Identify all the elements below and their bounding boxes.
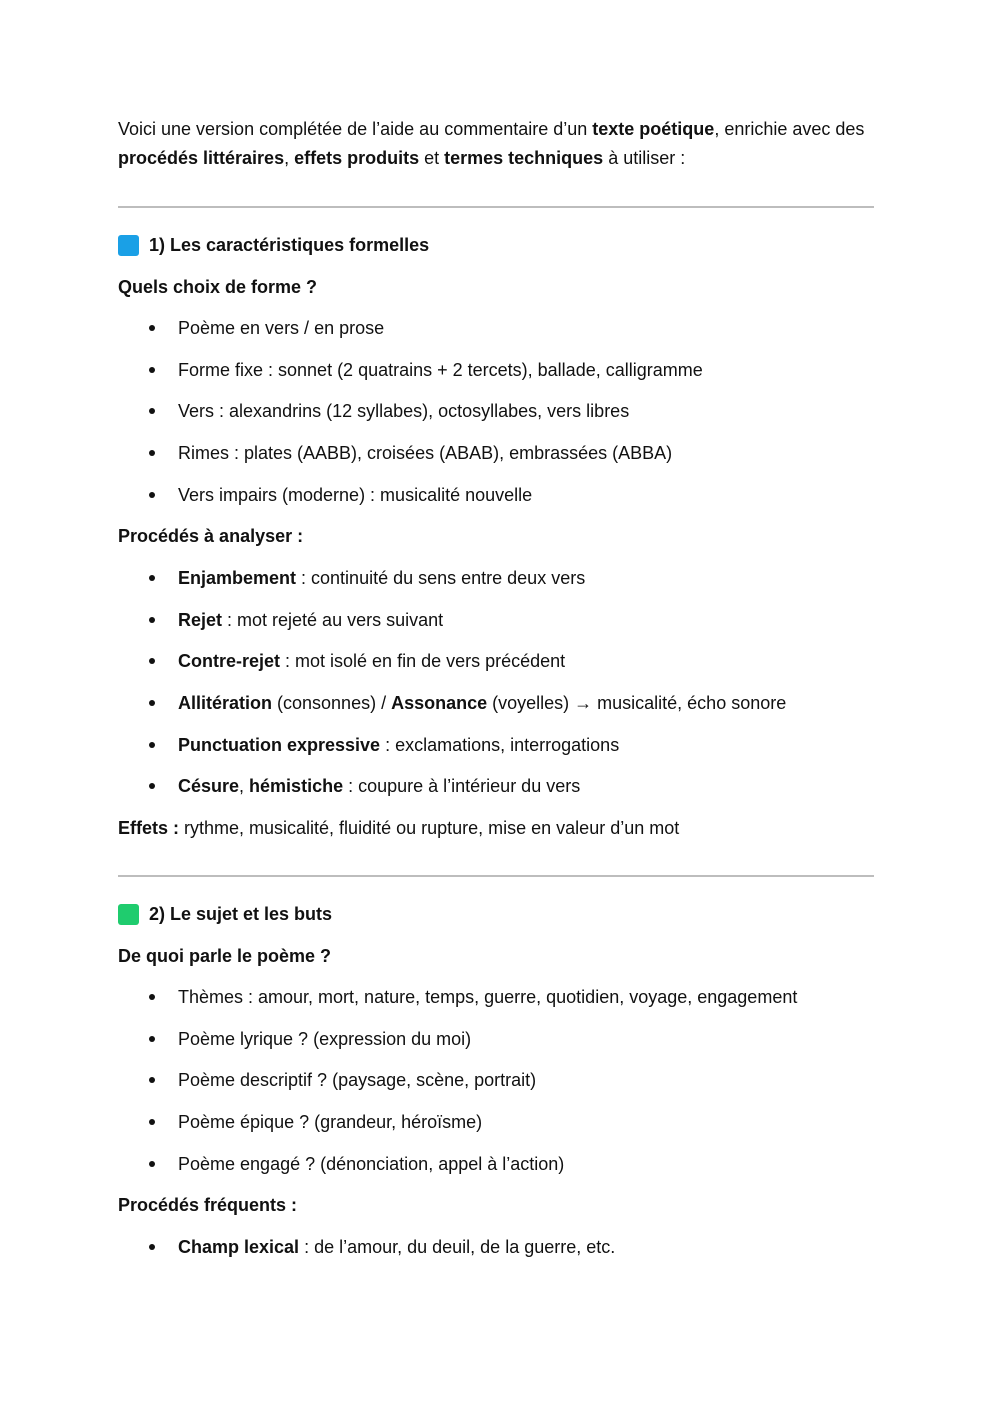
bullet-icon bbox=[149, 994, 155, 1000]
definition: : coupure à l’intérieur du vers bbox=[343, 776, 581, 797]
divider bbox=[118, 875, 874, 877]
list-item-text: Poème descriptif ? (paysage, scène, portrait) bbox=[178, 1070, 537, 1091]
intro-bold-term: termes techniques bbox=[444, 148, 604, 168]
list-item-text: Vers impairs (moderne) : musicalité nouvelle bbox=[178, 484, 533, 505]
bullet-icon bbox=[149, 492, 155, 498]
term: Enjambement bbox=[178, 568, 297, 588]
list-item bbox=[118, 566, 874, 608]
list-item bbox=[118, 985, 874, 1027]
list-item bbox=[118, 1110, 874, 1152]
list-item bbox=[118, 733, 874, 775]
list-item bbox=[118, 1068, 874, 1110]
subject-list bbox=[118, 985, 874, 1193]
intro-text: à utiliser : bbox=[603, 148, 686, 168]
bullet-icon bbox=[149, 325, 155, 331]
bullet-icon bbox=[149, 1036, 155, 1042]
bullet-icon bbox=[149, 367, 155, 373]
list-item bbox=[118, 441, 874, 483]
green-square-icon bbox=[118, 904, 139, 925]
effects-label: Effets : bbox=[118, 818, 180, 838]
intro-text: , enrichie avec des bbox=[714, 119, 865, 139]
list-item-text: Poème en vers / en prose bbox=[178, 318, 385, 338]
list-item-text: Vers : alexandrins (12 syllabes), octosyllabes, vers libres bbox=[178, 401, 630, 422]
list-item bbox=[118, 691, 874, 733]
intro-text: Voici une version complétée de l’aide au commentaire d’un bbox=[118, 119, 593, 139]
list-item-text: Thèmes : amour, mort, nature, temps, guerre, quotidien, voyage, engagement bbox=[178, 987, 798, 1007]
list-item bbox=[118, 649, 874, 691]
term: Contre-rejet bbox=[178, 651, 281, 672]
definition: , bbox=[239, 776, 250, 797]
term: Césure bbox=[178, 776, 240, 797]
bullet-icon bbox=[149, 700, 155, 706]
list-item bbox=[118, 1027, 874, 1069]
intro-bold-term: texte poétique bbox=[592, 119, 715, 139]
effects-text: rythme, musicalité, fluidité ou rupture, mise en valeur d’un mot bbox=[179, 818, 680, 838]
bullet-icon bbox=[149, 1077, 155, 1083]
bullet-icon bbox=[149, 658, 155, 664]
list-item bbox=[118, 483, 874, 525]
term: Assonance bbox=[391, 693, 488, 714]
list-item-text: Poème lyrique ? (expression du moi) bbox=[178, 1028, 472, 1049]
section-2-title-text: 2) Le sujet et les buts bbox=[149, 903, 333, 924]
procedures-list bbox=[118, 566, 874, 816]
definition: (consonnes) / bbox=[272, 693, 392, 714]
list-item bbox=[118, 1235, 874, 1277]
list-item-text: Poème engagé ? (dénonciation, appel à l’action) bbox=[178, 1153, 565, 1174]
list-item-text: Poème épique ? (grandeur, héroïsme) bbox=[178, 1112, 483, 1133]
divider bbox=[118, 206, 874, 208]
frequent-procedures-list bbox=[118, 1235, 874, 1277]
term: Champ lexical bbox=[178, 1237, 300, 1257]
bullet-icon bbox=[149, 783, 155, 789]
definition: : de l’amour, du deuil, de la guerre, etc. bbox=[299, 1237, 616, 1257]
intro-text: , bbox=[284, 148, 295, 168]
effects-line bbox=[118, 816, 679, 840]
intro-text: et bbox=[419, 148, 445, 168]
frequent-procedures-heading: Procédés fréquents : bbox=[118, 1195, 298, 1215]
list-item-text: Rimes : plates (AABB), croisées (ABAB), embrassées (ABBA) bbox=[178, 443, 673, 464]
list-item bbox=[118, 399, 874, 441]
definition: : exclamations, interrogations bbox=[380, 734, 620, 755]
list-item bbox=[118, 608, 874, 650]
definition: : continuité du sens entre deux vers bbox=[296, 568, 586, 588]
list-item bbox=[118, 358, 874, 400]
bullet-icon bbox=[149, 1119, 155, 1125]
form-heading: Quels choix de forme ? bbox=[118, 277, 318, 297]
list-item bbox=[118, 774, 874, 816]
bullet-icon bbox=[149, 742, 155, 748]
bullet-icon bbox=[149, 408, 155, 414]
bullet-icon bbox=[149, 617, 155, 623]
procedures-heading: Procédés à analyser : bbox=[118, 526, 304, 546]
intro-bold-term: procédés littéraires bbox=[118, 148, 285, 168]
bullet-icon bbox=[149, 450, 155, 456]
list-item bbox=[118, 316, 874, 358]
definition: (voyelles) → musicalité, écho sonore bbox=[487, 693, 787, 714]
form-list bbox=[118, 316, 874, 524]
definition: : mot rejeté au vers suivant bbox=[222, 609, 444, 630]
section-1-title bbox=[118, 233, 429, 257]
term: Rejet bbox=[178, 609, 223, 630]
term: hémistiche bbox=[249, 776, 344, 797]
bullet-icon bbox=[149, 1244, 155, 1250]
section-2-title bbox=[118, 902, 332, 926]
subject-heading: De quoi parle le poème ? bbox=[118, 946, 332, 966]
list-item bbox=[118, 1152, 874, 1194]
term: Allitération bbox=[178, 693, 273, 714]
blue-square-icon bbox=[118, 235, 139, 256]
intro-paragraph bbox=[118, 115, 874, 173]
list-item-text: Forme fixe : sonnet (2 quatrains + 2 tercets), ballade, calligramme bbox=[178, 359, 703, 380]
section-1-title-text: 1) Les caractéristiques formelles bbox=[149, 234, 430, 255]
bullet-icon bbox=[149, 575, 155, 581]
intro-bold-term: effets produits bbox=[294, 148, 420, 168]
definition: : mot isolé en fin de vers précédent bbox=[280, 651, 566, 672]
term: Punctuation expressive bbox=[178, 734, 381, 755]
bullet-icon bbox=[149, 1161, 155, 1167]
